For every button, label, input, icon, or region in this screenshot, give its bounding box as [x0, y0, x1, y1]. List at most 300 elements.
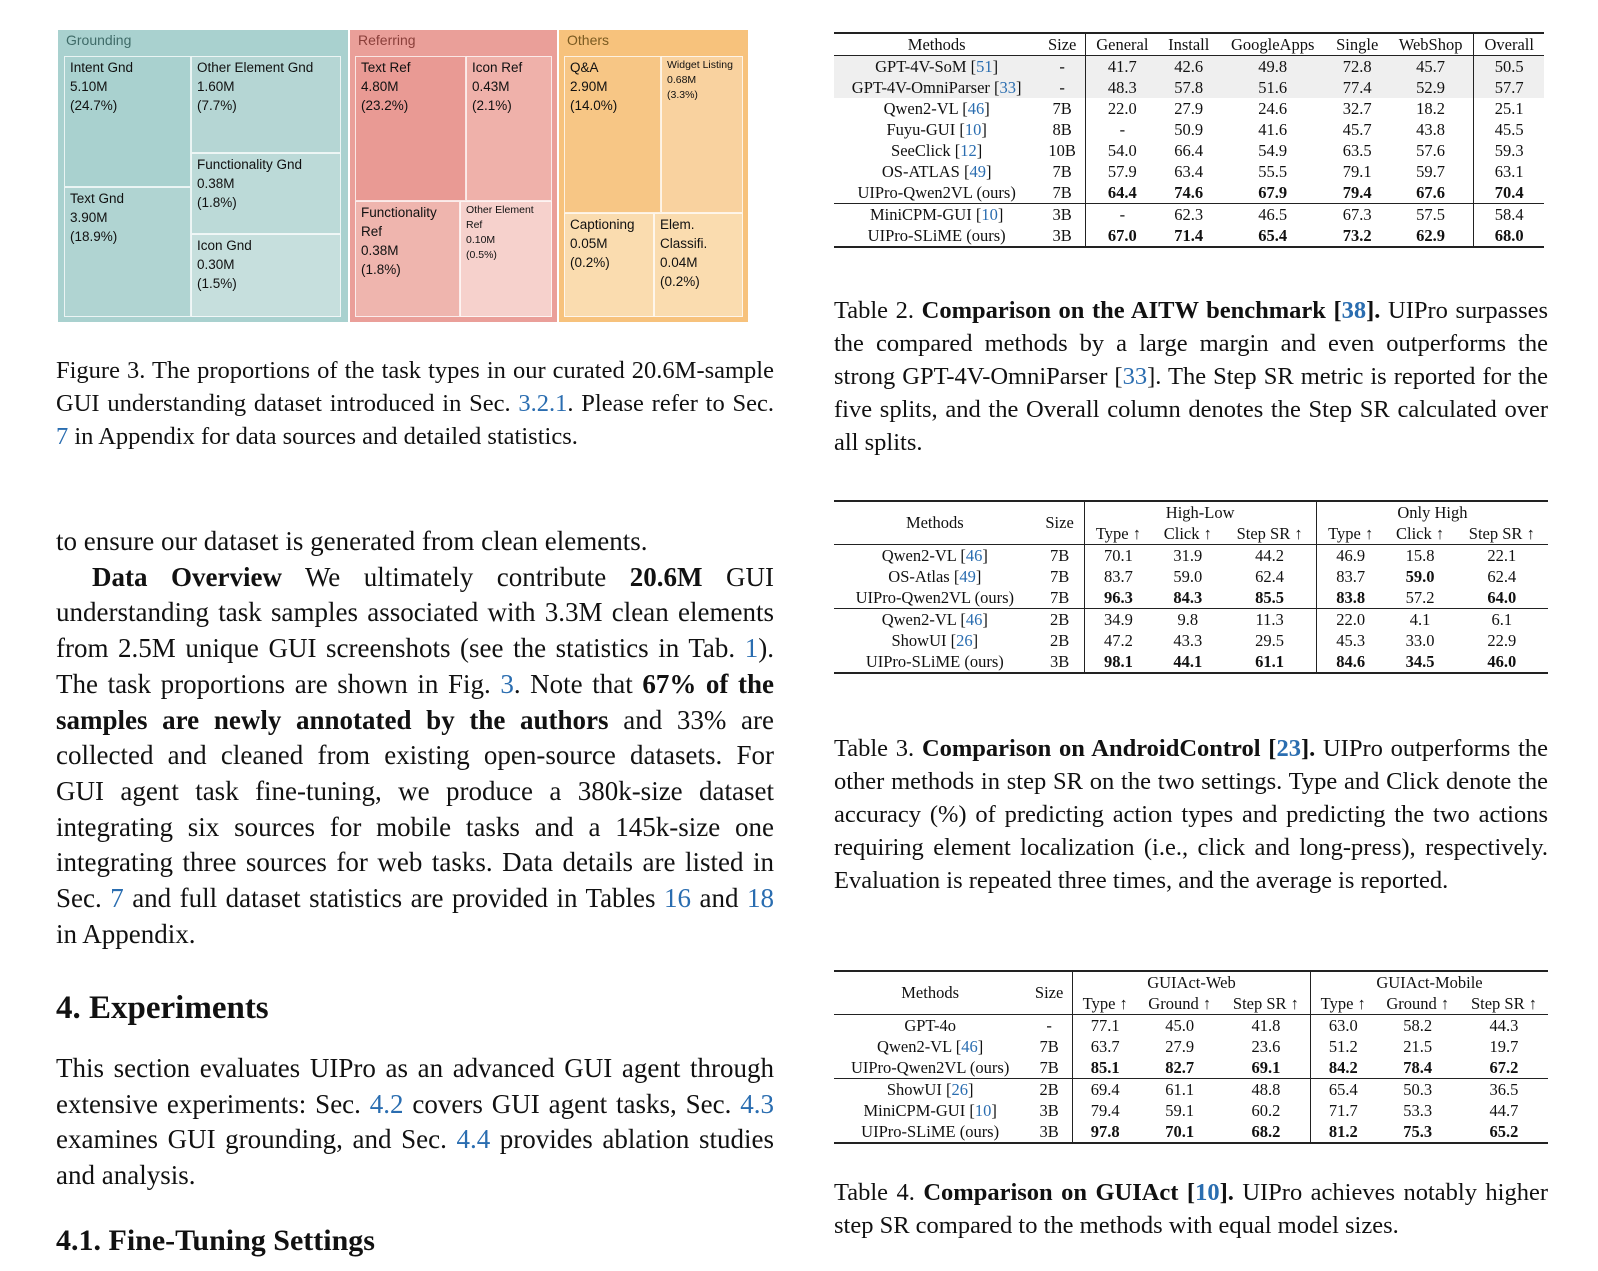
- value-cell: [1474, 77, 1544, 98]
- title-text: ].: [1300, 735, 1316, 762]
- cell-value: 79.4: [1342, 182, 1372, 202]
- section-ref-link[interactable]: 7: [110, 883, 124, 914]
- citation-link[interactable]: 46: [967, 98, 985, 118]
- cell-count: 0.30M: [197, 257, 235, 272]
- task-proportion-treemap: [58, 30, 768, 330]
- value-cell: [1388, 98, 1474, 119]
- value-cell: [1084, 630, 1152, 651]
- value-cell: [1310, 1057, 1375, 1079]
- caption-text: Figure 3. The proportions of the task types in our curated 20.6M-sample GUI understanding dataset introduced in Sec.: [56, 357, 774, 417]
- cell-value: 22.0: [1336, 609, 1366, 629]
- value-cell: [1474, 56, 1544, 78]
- cell-value: 82.7: [1165, 1057, 1195, 1077]
- method-name-cell: Qwen2-VL [46]: [881, 545, 988, 565]
- value-cell: [1086, 161, 1159, 182]
- title-text: ].: [1366, 297, 1381, 324]
- cell-value: 98.1: [1103, 651, 1133, 671]
- cell-value: 48.3: [1107, 77, 1137, 97]
- cell-value: 48.8: [1251, 1079, 1281, 1099]
- cell-value: 70.1: [1165, 1121, 1195, 1141]
- cell-pct: (1.8%): [197, 195, 237, 210]
- citation-link[interactable]: 49: [969, 161, 986, 181]
- citation-link[interactable]: 23: [1276, 735, 1301, 762]
- size-cell: [1026, 1121, 1072, 1143]
- elem-classifi-cell: [654, 213, 743, 317]
- table3-androidcontrol: [834, 500, 1548, 674]
- grounding-group-label: Grounding: [66, 32, 132, 48]
- value-cell: [1385, 545, 1456, 567]
- icon-gnd-cell: [191, 234, 341, 317]
- table-row: [834, 566, 1548, 587]
- text: GUI understanding task samples associated with 3.3M clean elements from 2.5M unique GUI screenshots (see the statistics in Tab.: [56, 561, 774, 664]
- cell-count: 0.68M: [667, 74, 697, 86]
- cell-value: 41.8: [1251, 1015, 1281, 1035]
- cell-value: 65.4: [1258, 225, 1288, 245]
- value-cell: [1152, 630, 1223, 651]
- size-cell: [1039, 204, 1085, 226]
- value-cell: [1086, 77, 1159, 98]
- cell-value: 72.8: [1342, 56, 1372, 76]
- cell-value: 83.8: [1336, 587, 1366, 607]
- value-cell: [1316, 630, 1384, 651]
- cell-value: 64.4: [1107, 182, 1137, 202]
- cell-value: 67.0: [1107, 225, 1137, 245]
- value-cell: [1376, 1015, 1460, 1037]
- cell-count: 5.10M: [70, 79, 108, 94]
- cell-value: 71.7: [1328, 1100, 1358, 1120]
- caption-title: [922, 297, 1381, 324]
- size-cell: [1026, 1036, 1072, 1057]
- column-header: Methods: [834, 33, 1039, 56]
- value-cell: [1159, 56, 1219, 78]
- value-cell: [1223, 545, 1316, 567]
- cell-value: 57.8: [1174, 77, 1204, 97]
- cell-value: 15.8: [1405, 545, 1435, 565]
- cell-value: 45.5: [1494, 119, 1524, 139]
- cell-pct: (23.2%): [361, 98, 409, 113]
- header-methods: Methods: [834, 501, 1036, 545]
- value-cell: [1388, 225, 1474, 247]
- value-cell: [1137, 1057, 1221, 1079]
- cell-value: 83.7: [1103, 566, 1133, 586]
- size-cell: [1036, 566, 1084, 587]
- citation-link[interactable]: 10: [974, 1100, 992, 1120]
- citation-link[interactable]: 46: [965, 545, 983, 565]
- value-cell: [1460, 1036, 1548, 1057]
- cell-value: 2B: [1049, 609, 1070, 629]
- value-cell: [1137, 1100, 1221, 1121]
- cell-pct: (7.7%): [197, 98, 237, 113]
- table-header-row: [834, 33, 1544, 56]
- cell-value: 46.5: [1258, 204, 1288, 224]
- method-name: UIPro-SLiME (ours): [861, 1121, 1000, 1141]
- citation-link[interactable]: 12: [960, 140, 977, 160]
- cell-value: 36.5: [1489, 1079, 1519, 1099]
- citation-link[interactable]: 33: [999, 77, 1017, 97]
- value-cell: [1474, 225, 1544, 247]
- column-header: Single: [1327, 33, 1388, 56]
- value-cell: [1388, 77, 1474, 98]
- value-cell: [1316, 545, 1384, 567]
- caption-text: ]. The Step SR metric is reported for the five splits, and the Overall column denotes the Step SR calculated over all splits.: [834, 363, 1548, 456]
- column-header: Step SR ↑: [1223, 523, 1316, 545]
- qa-cell: [564, 56, 661, 213]
- cell-value: 83.7: [1336, 566, 1366, 586]
- value-cell: [1327, 182, 1388, 204]
- value-cell: [1316, 566, 1384, 587]
- value-cell: [1376, 1057, 1460, 1079]
- value-cell: [1385, 566, 1456, 587]
- value-cell: [1460, 1100, 1548, 1121]
- cell-value: 51.6: [1258, 77, 1288, 97]
- value-cell: [1219, 56, 1327, 78]
- size-cell: [1039, 56, 1085, 78]
- citation-link[interactable]: 51: [976, 56, 993, 76]
- cell-value: 19.7: [1489, 1036, 1519, 1056]
- cell-pct: (0.2%): [570, 255, 610, 270]
- cell-value: 24.6: [1258, 98, 1288, 118]
- value-cell: [1159, 98, 1219, 119]
- value-cell: [1327, 98, 1388, 119]
- value-cell: [1159, 204, 1219, 226]
- cell-value: 3B: [1049, 651, 1070, 671]
- column-header: Ground ↑: [1137, 993, 1221, 1015]
- cell-value: 4.1: [1409, 609, 1431, 629]
- table-ref-link[interactable]: 1: [744, 633, 759, 664]
- text: in Appendix.: [56, 918, 196, 949]
- value-cell: [1388, 119, 1474, 140]
- body-column: [56, 524, 774, 952]
- table-ref-link[interactable]: 18: [747, 883, 774, 914]
- cell-count: 0.10M: [466, 234, 496, 246]
- cell-value: 84.2: [1328, 1057, 1358, 1077]
- cell-value: 29.5: [1255, 630, 1285, 650]
- cell-value: 22.9: [1487, 630, 1517, 650]
- value-cell: [1474, 98, 1544, 119]
- cell-count: 0.38M: [197, 176, 235, 191]
- value-cell: [1152, 587, 1223, 609]
- section-heading: 4. Experiments: [56, 990, 269, 1026]
- table2-caption: [834, 294, 1548, 459]
- section-ref-link[interactable]: 3.2.1: [518, 390, 568, 417]
- other-element-ref-cell: [460, 201, 552, 317]
- size-cell: [1026, 1057, 1072, 1079]
- cell-value: 62.9: [1416, 225, 1446, 245]
- table2-aitw: [834, 32, 1544, 248]
- text: and: [691, 883, 747, 914]
- method-name-cell: [834, 182, 1039, 204]
- cell-value: 67.3: [1342, 204, 1372, 224]
- figure-ref-link[interactable]: 3: [500, 668, 514, 699]
- cell-value: 7B: [1039, 1036, 1059, 1056]
- cell-value: 57.2: [1405, 587, 1435, 607]
- value-cell: [1327, 77, 1388, 98]
- cell-name: Intent Gnd: [70, 60, 134, 75]
- cell-value: -: [1046, 1015, 1052, 1035]
- cell-value: 7B: [1039, 1057, 1059, 1077]
- table-ref-link[interactable]: 16: [664, 883, 692, 914]
- cell-value: 45.3: [1336, 630, 1366, 650]
- method-name-cell: OS-Atlas [49]: [888, 566, 982, 586]
- citation-link[interactable]: 10: [964, 119, 982, 139]
- cell-value: 8B: [1052, 119, 1072, 139]
- size-cell: [1036, 587, 1084, 609]
- cell-value: 81.2: [1328, 1121, 1358, 1141]
- method-name-cell: OS-ATLAS [49]: [881, 161, 992, 181]
- cell-value: 84.6: [1336, 651, 1366, 671]
- cell-value: 63.1: [1494, 161, 1524, 181]
- cell-value: 7B: [1049, 587, 1070, 607]
- citation-link[interactable]: 46: [965, 609, 983, 629]
- cell-value: 23.6: [1251, 1036, 1281, 1056]
- cell-value: 63.0: [1328, 1015, 1358, 1035]
- method-name: ShowUI: [891, 630, 947, 650]
- size-cell: [1039, 77, 1085, 98]
- captioning-cell: [564, 213, 654, 317]
- cell-value: 59.3: [1494, 140, 1524, 160]
- size-cell: [1026, 1079, 1072, 1101]
- size-cell: [1036, 545, 1084, 567]
- title-text: Comparison on AndroidControl [: [921, 735, 1277, 762]
- caption-number: Table 4.: [834, 1179, 915, 1206]
- citation-link[interactable]: 10: [981, 204, 998, 224]
- cell-value: 6.1: [1491, 609, 1513, 629]
- value-cell: [1219, 77, 1327, 98]
- method-name-cell: Qwen2-VL [46]: [834, 609, 1036, 631]
- value-cell: [1152, 609, 1223, 631]
- text: and 33% are collected and cleaned from existing open-source datasets. For GUI agent task fine-tuning, we produce a 380k-size dataset integrating six sources for mobile tasks and a 145k-size one integrating three sources for web tasks. Data details are listed in Sec.: [56, 704, 774, 914]
- cell-value: 65.2: [1489, 1121, 1519, 1141]
- text: and full dataset statistics are provided in Tables: [123, 883, 665, 914]
- cell-value: 44.7: [1489, 1100, 1519, 1120]
- citation-link[interactable]: 46: [961, 1036, 978, 1056]
- cell-name: Text Ref: [361, 60, 411, 75]
- value-cell: [1376, 1100, 1460, 1121]
- method-name-cell: [834, 225, 1039, 247]
- cell-value: 10B: [1048, 140, 1076, 160]
- cell-value: 22.1: [1487, 545, 1517, 565]
- cell-value: 57.6: [1416, 140, 1446, 160]
- cell-value: 63.5: [1342, 140, 1372, 160]
- table-row: [834, 630, 1548, 651]
- table-group-header-row: [834, 501, 1548, 523]
- method-name: OS-Atlas: [888, 566, 950, 586]
- method-name: UIPro-Qwen2VL (ours): [850, 1057, 1010, 1077]
- cell-count: 3.90M: [70, 210, 108, 225]
- cell-value: -: [1059, 77, 1065, 97]
- method-name-cell: Qwen2-VL [46]: [883, 98, 990, 118]
- column-header: Click ↑: [1152, 523, 1223, 545]
- table4-caption: [834, 1176, 1548, 1242]
- section-ref-link[interactable]: 4.3: [740, 1088, 774, 1119]
- value-cell: [1137, 1036, 1221, 1057]
- method-name-cell: Fuyu-GUI [10]: [886, 119, 987, 139]
- value-cell: [1137, 1121, 1221, 1143]
- cell-value: 7B: [1052, 161, 1072, 181]
- value-cell: [1460, 1121, 1548, 1143]
- value-cell: [1460, 1079, 1548, 1101]
- method-name: GPT-4V-OmniParser: [851, 77, 990, 97]
- cell-value: 31.9: [1173, 545, 1203, 565]
- cell-value: 21.5: [1403, 1036, 1433, 1056]
- table-row: [834, 545, 1548, 567]
- cell-value: 58.4: [1494, 204, 1524, 224]
- cell-value: 3B: [1052, 225, 1072, 245]
- cell-value: 53.3: [1403, 1100, 1433, 1120]
- caption-title: [923, 1179, 1234, 1206]
- cell-name: Other Element Ref: [466, 204, 534, 231]
- table4-guiact: [834, 970, 1548, 1144]
- method-name: GPT-4o: [904, 1015, 956, 1035]
- cell-name: Other Element Gnd: [197, 60, 314, 75]
- cell-value: 67.2: [1489, 1057, 1519, 1077]
- value-cell: [1137, 1015, 1221, 1037]
- cell-value: 27.9: [1165, 1036, 1195, 1056]
- method-name: Qwen2-VL: [881, 545, 957, 565]
- cell-count: 0.04M: [660, 255, 698, 270]
- value-cell: [1327, 204, 1388, 226]
- caption-text: . Please refer to Sec.: [567, 390, 775, 417]
- table-row: [834, 609, 1548, 631]
- referring-group-label: Referring: [358, 32, 416, 48]
- value-cell: [1327, 119, 1388, 140]
- cell-value: -: [1119, 119, 1126, 139]
- method-name-cell: ShowUI [26]: [834, 1079, 1026, 1101]
- value-cell: [1223, 609, 1316, 631]
- method-name-cell: [834, 587, 1036, 609]
- column-header: WebShop: [1388, 33, 1474, 56]
- cell-value: 52.9: [1416, 77, 1446, 97]
- cell-value: 3B: [1039, 1121, 1059, 1141]
- method-name: Fuyu-GUI: [886, 119, 956, 139]
- cell-name: Elem. Classifi.: [660, 217, 708, 251]
- value-cell: [1222, 1121, 1311, 1143]
- value-cell: [1376, 1121, 1460, 1143]
- cell-pct: (0.5%): [466, 249, 497, 261]
- cell-value: 74.6: [1174, 182, 1204, 202]
- column-header: Step SR ↑: [1456, 523, 1548, 545]
- text: provides ablation studies and analysis.: [56, 1124, 774, 1191]
- section-ref-link[interactable]: 4.2: [369, 1088, 404, 1119]
- column-header: Install: [1159, 33, 1219, 56]
- size-cell: [1026, 1100, 1072, 1121]
- citation-link[interactable]: 33: [1122, 363, 1148, 390]
- table-row: [834, 225, 1544, 247]
- cell-value: 84.3: [1173, 587, 1203, 607]
- cell-value: 7B: [1052, 182, 1072, 202]
- size-cell: [1039, 98, 1085, 119]
- value-cell: [1223, 566, 1316, 587]
- citation-link[interactable]: 49: [959, 566, 976, 586]
- table-row: [834, 1100, 1548, 1121]
- functionality-ref-cell: [355, 201, 460, 317]
- value-cell: [1388, 204, 1474, 226]
- table-row: [834, 1015, 1548, 1037]
- cell-value: 62.3: [1174, 204, 1204, 224]
- bold-text: 20.6M: [629, 561, 703, 592]
- citation-link[interactable]: 26: [951, 1079, 968, 1099]
- cell-value: 57.9: [1107, 161, 1137, 181]
- cell-value: 67.6: [1416, 182, 1446, 202]
- cell-value: 97.8: [1090, 1121, 1120, 1141]
- cell-value: 63.7: [1090, 1036, 1120, 1056]
- value-cell: [1223, 630, 1316, 651]
- cell-value: 85.5: [1255, 587, 1285, 607]
- cell-pct: (3.3%): [667, 89, 698, 101]
- value-cell: [1474, 140, 1544, 161]
- cell-value: 49.8: [1258, 56, 1288, 76]
- section-ref-link[interactable]: 7: [56, 423, 69, 450]
- citation-link[interactable]: 26: [956, 630, 973, 650]
- value-cell: [1376, 1079, 1460, 1101]
- cell-value: 25.1: [1494, 98, 1524, 118]
- cell-name: Icon Ref: [472, 60, 523, 75]
- method-name: OS-ATLAS: [881, 161, 960, 181]
- value-cell: [1456, 609, 1548, 631]
- method-name: UIPro-Qwen2VL (ours): [855, 587, 1015, 607]
- cell-value: 70.4: [1494, 182, 1524, 202]
- citation-link[interactable]: 10: [1195, 1179, 1220, 1206]
- cell-value: 61.1: [1165, 1079, 1195, 1099]
- table-row: [834, 119, 1544, 140]
- table-row: [834, 587, 1548, 609]
- value-cell: [1310, 1100, 1375, 1121]
- value-cell: [1456, 651, 1548, 673]
- value-cell: [1084, 566, 1152, 587]
- cell-pct: (18.9%): [70, 229, 118, 244]
- group-header-only-high: Only High: [1316, 501, 1548, 523]
- size-cell: [1039, 182, 1085, 204]
- subsection-heading: 4.1. Fine-Tuning Settings: [56, 1224, 375, 1257]
- value-cell: [1219, 161, 1327, 182]
- value-cell: [1316, 651, 1384, 673]
- column-header: Ground ↑: [1376, 993, 1460, 1015]
- method-name: ShowUI: [886, 1079, 942, 1099]
- column-header: Size: [1039, 33, 1085, 56]
- method-name-cell: [834, 1015, 1026, 1037]
- section-ref-link[interactable]: 4.4: [456, 1124, 491, 1155]
- cell-value: 59.0: [1173, 566, 1203, 586]
- value-cell: [1327, 225, 1388, 247]
- caption-text: UIPro outperforms the other methods in step SR on the two settings. Type and Click denote the accuracy (%) of predicting action types and predicting the two actions requiring element localization (i.e., click and long-press), respectively. Evaluation is repeated three times, and the average is reported.: [834, 735, 1549, 894]
- citation-link[interactable]: 38: [1341, 297, 1367, 324]
- column-header: Step SR ↑: [1222, 993, 1311, 1015]
- value-cell: [1385, 609, 1456, 631]
- column-header: Type ↑: [1084, 523, 1152, 545]
- value-cell: [1222, 1079, 1311, 1101]
- table-row: [834, 161, 1544, 182]
- value-cell: [1456, 566, 1548, 587]
- value-cell: [1072, 1100, 1137, 1121]
- method-name: UIPro-SLiME (ours): [865, 651, 1004, 671]
- cell-count: 1.60M: [197, 79, 235, 94]
- cell-pct: (0.2%): [660, 274, 700, 289]
- value-cell: [1222, 1057, 1311, 1079]
- cell-value: 2B: [1039, 1079, 1059, 1099]
- header-size: Size: [1036, 501, 1084, 545]
- cell-count: 0.38M: [361, 243, 399, 258]
- method-name-cell: MiniCPM-GUI [10]: [834, 204, 1039, 226]
- text: covers GUI agent tasks, Sec.: [403, 1088, 741, 1119]
- group-header-guiact-web: GUIAct-Web: [1072, 971, 1310, 993]
- text: This section evaluates UIPro as an advanced GUI agent through extensive experiments: Sec.: [56, 1053, 774, 1119]
- cell-value: 68.0: [1494, 225, 1524, 245]
- text-gnd-cell: [64, 187, 191, 317]
- value-cell: [1084, 545, 1152, 567]
- method-name-cell: SeeClick [12]: [891, 140, 983, 160]
- value-cell: [1474, 204, 1544, 226]
- value-cell: [1316, 587, 1384, 609]
